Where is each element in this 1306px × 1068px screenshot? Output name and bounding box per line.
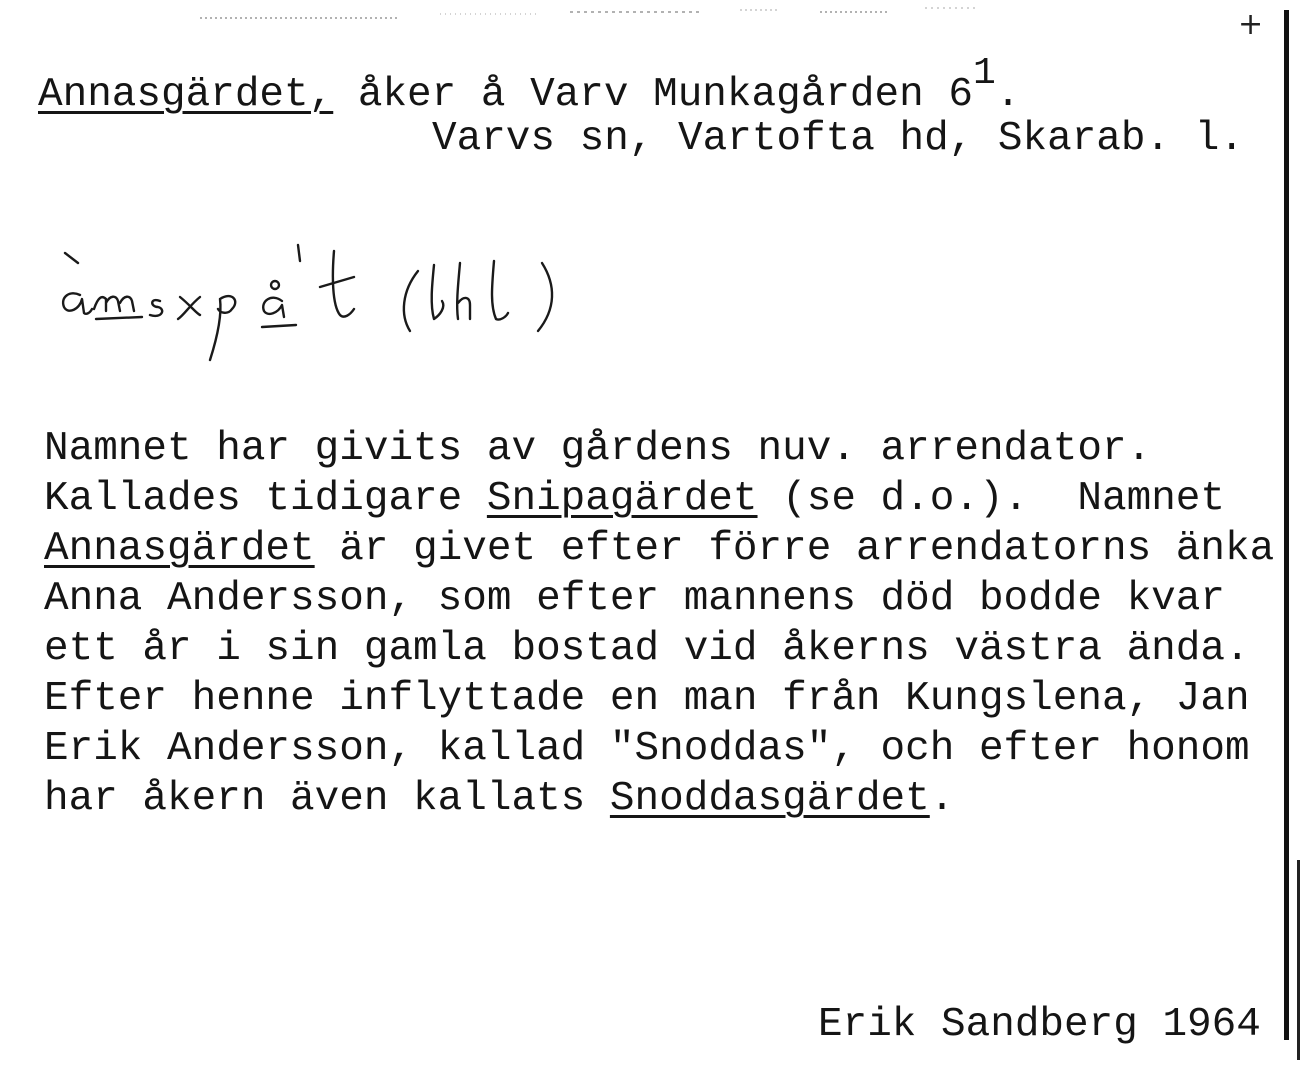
card-edge-rule-secondary <box>1297 860 1300 1060</box>
header-line-2: Varvs sn, Vartofta hd, Skarab. l. <box>432 116 1244 162</box>
name-annasgardet: Annasgärdet <box>44 526 315 572</box>
header-description: åker å Varv Munkagården 6 <box>333 72 973 118</box>
signature: Erik Sandberg 1964 <box>818 1002 1261 1048</box>
card-edge-rule <box>1284 10 1289 1040</box>
body-line-4: Anna Andersson, som efter mannens död bodde kvar <box>44 576 1225 622</box>
body-line-3-post: är givet efter förre arrendatorns änka <box>314 526 1275 572</box>
body-line-1: Namnet har givits av gårdens nuv. arrendator. <box>44 426 1152 472</box>
header-period: . <box>995 72 1021 118</box>
body-line-8 <box>44 774 954 824</box>
name-snoddasgardet: Snoddasgärdet <box>609 776 930 822</box>
cross-reference-snipagardet: Snipagärdet <box>486 476 758 522</box>
body-line-2-pre: Kallades tidigare <box>44 476 487 522</box>
corner-plus-mark: + <box>1238 7 1264 42</box>
body-line-2-post: (se d.o.). Namnet <box>757 476 1226 522</box>
scan-edge-marks <box>0 0 1306 40</box>
body-line-3 <box>44 524 1274 574</box>
body-line-7: Erik Andersson, kallad "Snoddas", och efter honom <box>44 726 1250 772</box>
body-line-6: Efter henne inflyttade en man från Kungslena, Jan <box>44 676 1250 722</box>
header-superscript: 1 <box>972 52 996 95</box>
headword: Annasgärdet, <box>38 72 334 118</box>
body-line-8-pre: har åkern även kallats <box>44 776 610 822</box>
body-line-8-post: . <box>929 776 955 822</box>
body-line-5: ett år i sin gamla bostad vid åkerns västra ända. <box>44 626 1250 672</box>
body-line-2 <box>44 474 1225 524</box>
handwritten-pronunciation <box>50 235 610 375</box>
